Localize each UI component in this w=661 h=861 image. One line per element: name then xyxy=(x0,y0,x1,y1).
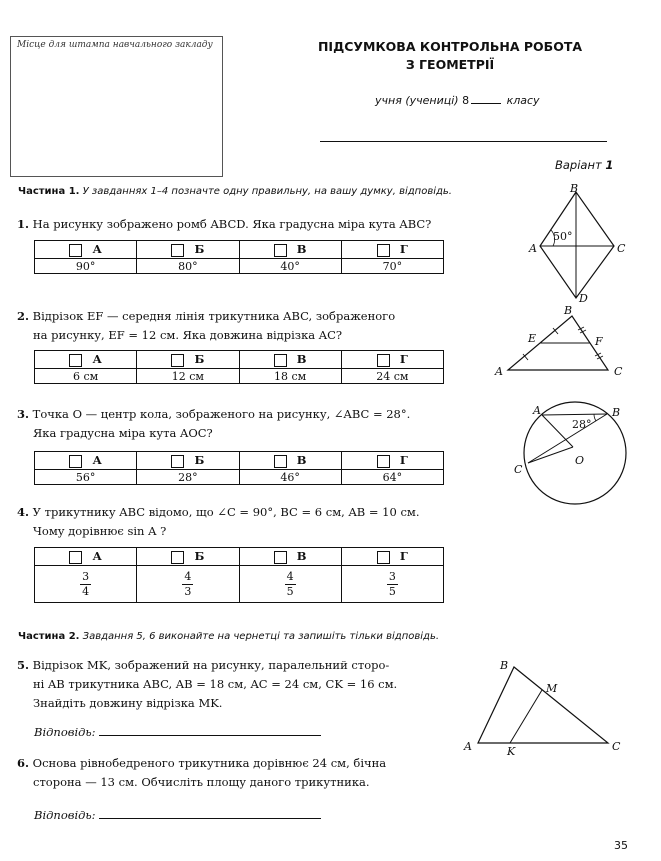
option-letter: Б xyxy=(194,352,205,367)
option-letter: Б xyxy=(194,453,205,468)
q1-answer-value: 80° xyxy=(137,259,239,274)
q3-answer-value: 46° xyxy=(239,470,341,485)
q2-answer-value: 18 см xyxy=(239,369,341,384)
q3-line1: Точка O — центр кола, зображеного на рисунку, ∠ABC = 28°. xyxy=(32,407,411,421)
class-label: класу xyxy=(506,94,540,107)
q4-option-c[interactable] xyxy=(239,548,341,566)
option-letter: А xyxy=(92,453,102,468)
q3-number: 3. xyxy=(17,407,30,421)
q3-option-d[interactable] xyxy=(341,452,443,470)
q2-answer-table xyxy=(34,350,444,384)
label-c: C xyxy=(614,365,623,378)
q1-option-b[interactable] xyxy=(137,241,239,259)
q2-option-c[interactable] xyxy=(239,351,341,369)
q4-option-b[interactable] xyxy=(137,548,239,566)
grade-letter-blank[interactable] xyxy=(471,93,501,104)
option-letter: Г xyxy=(399,453,408,468)
numerator: 3 xyxy=(388,569,396,583)
label-b: B xyxy=(564,304,573,317)
segment-mk xyxy=(510,690,542,743)
label-m: M xyxy=(546,682,558,695)
q6-answer-line xyxy=(34,808,321,822)
q5-line3: Знайдіть довжину відрізка MK. xyxy=(33,696,223,710)
numerator: 4 xyxy=(184,569,192,583)
checkbox-icon[interactable] xyxy=(171,551,184,564)
checkbox-icon[interactable] xyxy=(69,551,82,564)
q3-option-a[interactable] xyxy=(35,452,137,470)
q6-number: 6. xyxy=(17,756,30,770)
option-letter: Б xyxy=(194,549,205,564)
denominator: 5 xyxy=(286,584,294,598)
question-1 xyxy=(17,215,477,234)
q2-option-a[interactable] xyxy=(35,351,137,369)
q1-answer-value: 70° xyxy=(341,259,443,274)
q4-answer-fraction xyxy=(35,566,137,603)
option-letter: В xyxy=(296,549,307,564)
q1-number: 1. xyxy=(17,217,30,231)
q5-triangle-figure xyxy=(460,655,630,760)
q4-number: 4. xyxy=(17,505,30,519)
q2-answer-value: 6 см xyxy=(35,369,137,384)
option-letter: Г xyxy=(399,242,408,257)
question-6 xyxy=(17,754,447,792)
checkbox-icon[interactable] xyxy=(274,354,287,367)
denominator: 5 xyxy=(388,584,396,598)
q6-line1: Основа рівнобедреного трикутника дорівнює 24 см, бічна xyxy=(32,756,387,770)
checkbox-icon[interactable] xyxy=(274,244,287,257)
checkbox-icon[interactable] xyxy=(171,354,184,367)
q2-line1: Відрізок EF — середня лінія трикутника ABC, зображеного xyxy=(32,309,396,323)
option-letter: Г xyxy=(399,352,408,367)
student-name-line[interactable] xyxy=(320,141,607,142)
q5-line2: ні AB трикутника ABC, AB = 18 см, AC = 24 см, CK = 16 см. xyxy=(33,677,398,691)
option-letter: Б xyxy=(194,242,205,257)
q6-answer-label: Відповідь: xyxy=(34,808,96,822)
q1-option-a[interactable] xyxy=(35,241,137,259)
label-a: A xyxy=(533,404,541,417)
label-e: E xyxy=(528,332,537,345)
student-line xyxy=(375,93,540,107)
angle-arc xyxy=(594,414,596,421)
label-a: A xyxy=(464,740,472,753)
angle-label: 28° xyxy=(572,418,592,431)
q1-answer-value: 40° xyxy=(239,259,341,274)
q5-answer-input[interactable] xyxy=(99,725,321,736)
q3-answer-value: 64° xyxy=(341,470,443,485)
page-title-line1: ПІДСУМКОВА КОНТРОЛЬНА РОБОТА xyxy=(317,39,583,54)
part1-header xyxy=(18,186,452,197)
student-label: учня (учениці) xyxy=(375,94,459,107)
q3-line2: Яка градусна міра кута AOC? xyxy=(33,426,213,440)
q5-number: 5. xyxy=(17,658,30,672)
q1-answer-value: 90° xyxy=(35,259,137,274)
question-4 xyxy=(17,503,477,541)
label-c: C xyxy=(617,242,626,255)
chord-bc xyxy=(528,414,607,463)
q1-option-d[interactable] xyxy=(341,241,443,259)
numerator: 3 xyxy=(82,569,90,583)
q1-answer-table xyxy=(34,240,444,274)
checkbox-icon[interactable] xyxy=(377,455,390,468)
option-letter: А xyxy=(92,352,102,367)
part2-header xyxy=(18,631,439,642)
label-a: A xyxy=(495,365,503,378)
option-letter: А xyxy=(92,242,102,257)
option-letter: В xyxy=(296,352,307,367)
q2-line2: на рисунку, EF = 12 см. Яка довжина відрізка AC? xyxy=(33,328,343,342)
checkbox-icon[interactable] xyxy=(377,551,390,564)
q4-answer-fraction xyxy=(239,566,341,603)
checkbox-icon[interactable] xyxy=(171,244,184,257)
radius-oa xyxy=(542,415,573,447)
label-f: F xyxy=(595,335,603,348)
q4-option-d[interactable] xyxy=(341,548,443,566)
option-letter: А xyxy=(92,549,102,564)
q2-answer-value: 12 см xyxy=(137,369,239,384)
q4-line2: Чому дорівнює sin A ? xyxy=(33,524,167,538)
question-5 xyxy=(17,656,447,713)
checkbox-icon[interactable] xyxy=(69,455,82,468)
checkbox-icon[interactable] xyxy=(69,354,82,367)
q4-answer-fraction xyxy=(341,566,443,603)
label-b: B xyxy=(500,659,509,672)
question-2 xyxy=(17,307,477,345)
angle-label: 50° xyxy=(553,230,573,243)
grade-digit: 8 xyxy=(462,94,470,107)
q5-line1: Відрізок MK, зображений на рисунку, паралельний сторо- xyxy=(32,658,390,672)
q3-answer-value: 56° xyxy=(35,470,137,485)
denominator: 3 xyxy=(184,584,192,598)
triangle-abc xyxy=(478,667,608,743)
label-b: B xyxy=(570,182,579,195)
checkbox-icon[interactable] xyxy=(274,455,287,468)
q4-line1: У трикутнику ABC відомо, що ∠C = 90°, BC = 6 см, AB = 10 см. xyxy=(32,505,420,519)
q1-rhombus-figure xyxy=(520,180,640,305)
numerator: 4 xyxy=(286,569,294,583)
q4-option-a[interactable] xyxy=(35,548,137,566)
part2-label: Частина 2. xyxy=(18,631,80,642)
checkbox-icon[interactable] xyxy=(377,244,390,257)
q3-answer-value: 28° xyxy=(137,470,239,485)
q2-triangle-figure xyxy=(490,300,630,382)
q2-option-d[interactable] xyxy=(341,351,443,369)
label-d: D xyxy=(579,292,588,305)
option-letter: В xyxy=(296,453,307,468)
variant-number: 1 xyxy=(605,158,614,172)
variant-text: Варіант xyxy=(555,158,602,172)
checkbox-icon[interactable] xyxy=(69,244,82,257)
chord-ab xyxy=(542,414,607,415)
q2-option-b[interactable] xyxy=(137,351,239,369)
option-letter: В xyxy=(296,242,307,257)
stamp-label: Місце для штампа навчального закладу xyxy=(17,40,213,50)
variant-label xyxy=(555,158,613,172)
q2-number: 2. xyxy=(17,309,30,323)
label-o: O xyxy=(575,454,585,467)
label-c: C xyxy=(514,463,523,476)
denominator: 4 xyxy=(82,584,90,598)
option-letter: Г xyxy=(399,549,408,564)
q5-answer-line xyxy=(34,725,321,739)
label-k: K xyxy=(507,745,516,758)
checkbox-icon[interactable] xyxy=(377,354,390,367)
page-number: 35 xyxy=(614,839,628,852)
q3-answer-table xyxy=(34,451,444,485)
q4-answer-fraction xyxy=(137,566,239,603)
label-b: B xyxy=(612,406,621,419)
checkbox-icon[interactable] xyxy=(171,455,184,468)
checkbox-icon[interactable] xyxy=(274,551,287,564)
stamp-box xyxy=(10,36,223,177)
q2-answer-value: 24 см xyxy=(341,369,443,384)
label-a: A xyxy=(529,242,537,255)
q5-answer-label: Відповідь: xyxy=(34,725,96,739)
q6-line2: сторона — 13 см. Обчисліть площу даного трикутника. xyxy=(33,775,370,789)
question-3 xyxy=(17,405,477,443)
part1-label: Частина 1. xyxy=(18,186,80,197)
q6-answer-input[interactable] xyxy=(99,808,321,819)
label-c: C xyxy=(612,740,621,753)
q1-option-c[interactable] xyxy=(239,241,341,259)
part1-instruction: У завданнях 1–4 позначте одну правильну, на вашу думку, відповідь. xyxy=(82,186,452,197)
q3-circle-figure xyxy=(510,398,640,510)
q4-answer-table xyxy=(34,547,444,603)
q3-option-c[interactable] xyxy=(239,452,341,470)
page-title-line2: З ГЕОМЕТРІЇ xyxy=(405,57,495,72)
q1-text: На рисунку зображено ромб ABCD. Яка градусна міра кута ABC? xyxy=(32,217,432,231)
rhombus-outline xyxy=(540,192,614,298)
part2-instruction: Завдання 5, 6 виконайте на чернетці та запишіть тільки відповідь. xyxy=(82,631,440,642)
q3-option-b[interactable] xyxy=(137,452,239,470)
